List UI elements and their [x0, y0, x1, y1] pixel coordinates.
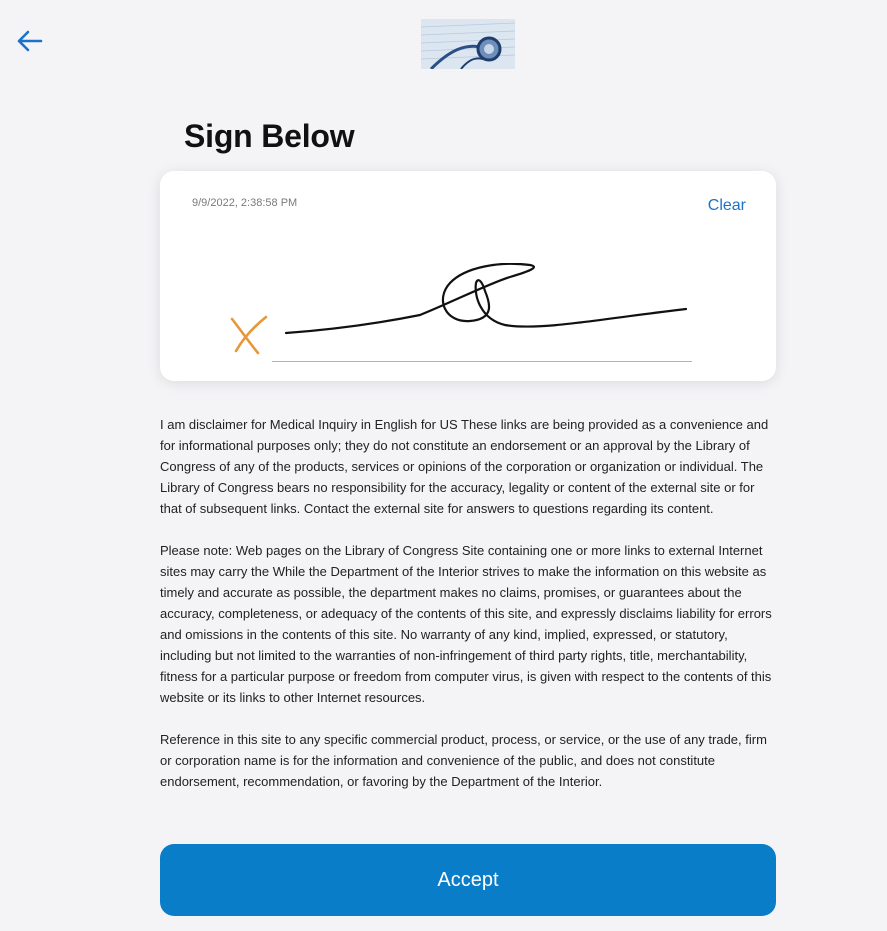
back-button[interactable] — [12, 26, 46, 56]
signature-stroke — [280, 263, 700, 343]
signature-pad[interactable] — [160, 171, 776, 381]
disclaimer-text — [160, 414, 776, 813]
disclaimer-paragraph: Reference in this site to any specific commercial product, process, or service, or the use of any trade, firm or corporation name is for the information and convenience of the public, and does not constitute endorsement, recommendation, or favoring by the Department of the Interior. — [160, 732, 767, 789]
disclaimer-paragraph: Please note: Web pages on the Library of Congress Site containing one or more links to external Internet sites may carry the While the Department of the Interior strives to make the information on this website as timely and accurate as possible, the department makes no claims, promises, or guarantees about the accuracy, completeness, or adequacy of the contents of this site, and expressly disclaims liability for errors and omissions in the contents of this site. No warranty of any kind, implied, expressed, or statutory, including but not limited to the warranties of non-infringement of third party rights, title, merchantability, fitness for a particular purpose or freedom from computer virus, is given with respect to the contents of this website or its links to other Internet resources. — [160, 543, 772, 705]
disclaimer-paragraph: I am disclaimer for Medical Inquiry in English for US These links are being provided as a convenience and for informational purposes only; they do not constitute an endorsement or an approval by the Library of Congress of any of the products, services or opinions of the corporation or organization or individual. The Library of Congress bears no responsibility for the accuracy, legality or content of the external site or for that of subsequent links. Contact the external site for answers to questions regarding its content. — [160, 417, 769, 516]
accept-button[interactable]: Accept — [160, 844, 776, 916]
stethoscope-photo-icon — [421, 19, 515, 69]
header-image — [421, 19, 515, 69]
clear-button[interactable]: Clear — [707, 197, 746, 214]
arrow-left-icon — [15, 29, 43, 53]
page-title: Sign Below — [184, 118, 355, 154]
signature-timestamp: 9/9/2022, 2:38:58 PM — [192, 197, 298, 209]
sign-here-x-icon — [226, 311, 270, 355]
signature-baseline — [272, 361, 692, 362]
